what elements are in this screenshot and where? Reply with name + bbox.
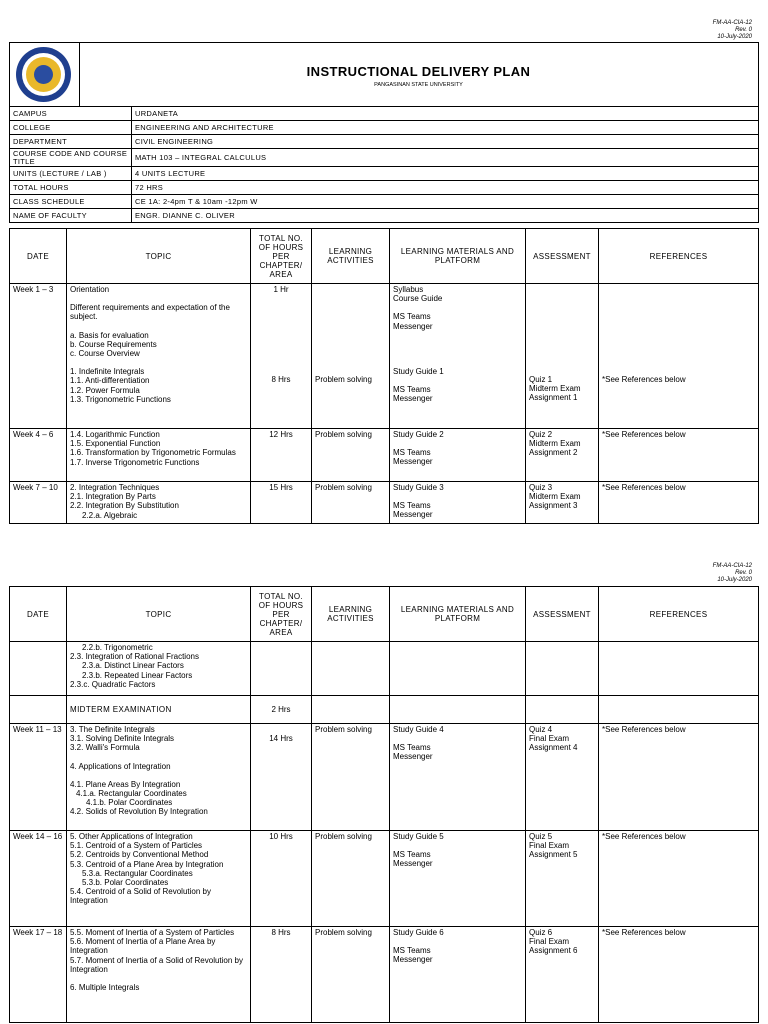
material-line: MS Teams [393,850,431,860]
info-value: ENGR. DIANNE C. OLIVER [132,209,759,223]
activity-cell [312,642,390,696]
date-cell: Week 1 – 3 [10,284,67,429]
material-line: MS Teams [393,501,431,511]
info-row [10,135,759,149]
topic-line: b. Course Requirements [70,339,157,349]
info-row [10,149,759,167]
hours-value: 1 Hr [273,285,289,294]
topic-line: 2.2.a. Algebraic [82,510,138,520]
topic-line: 1.1. Anti-differentiation [70,376,150,386]
material-line: Study Guide 2 [393,430,444,439]
topic-cell [67,284,251,429]
topic-line: 5.5. Moment of Inertia of a System of Particles [70,928,235,937]
references-cell: *See References below [599,482,759,524]
topic-line: 5.3.a. Rectangular Coordinates [82,868,193,878]
info-value: 4 UNITS LECTURE [132,167,759,181]
topic-line: 2.3.b. Repeated Linear Factors [82,670,193,680]
assessment-line: Final Exam [529,734,570,744]
info-row [10,195,759,209]
form-code: FM-AA-CIA-12 [712,20,752,26]
materials-cell [390,284,526,429]
form-revision: Rev. 0 [735,27,752,33]
date-cell: Week 4 – 6 [10,429,67,482]
table-row [10,927,759,1023]
references-cell [599,284,759,429]
materials-cell [390,642,526,696]
material-line: Messenger [393,394,433,404]
plan-table-page1 [9,228,759,524]
assessment-cell [526,927,599,1023]
date-cell [10,642,67,696]
info-label: COURSE CODE AND COURSE TITLE [10,149,132,167]
table-row [10,284,759,429]
assessment-cell [526,696,599,724]
info-row [10,107,759,121]
title-box [9,42,759,107]
form-code: FM-AA-CIA-12 [712,563,752,569]
hours-value: 14 Hrs [269,734,293,743]
topic-line: 2.1. Integration By Parts [70,492,156,502]
assessment-line: Assignment 6 [529,946,578,956]
table-row [10,831,759,927]
topic-line: 5.6. Moment of Inertia of a Plane Area by Integration [70,937,216,956]
topic-line: 3.1. Solving Definite Integrals [70,734,175,744]
column-header: ASSESSMENT [526,229,599,284]
info-label: CLASS SCHEDULE [10,195,132,209]
info-label: NAME OF FACULTY [10,209,132,223]
column-header: ASSESSMENT [526,587,599,642]
info-row [10,181,759,195]
topic-line: 1.6. Transformation by Trigonometric Formulas [70,448,236,458]
hours-cell: 10 Hrs [251,831,312,927]
hours-cell [251,642,312,696]
material-line: Messenger [393,859,433,869]
material-line: MS Teams [393,385,431,395]
topic-line: 1. Indefinite Integrals [70,367,145,377]
assessment-line: Midterm Exam [529,384,581,394]
assessment-line: Assignment 2 [529,448,578,458]
assessment-cell [526,482,599,524]
topic-line: Orientation [70,285,110,294]
info-label: UNITS (LECTURE / LAB ) [10,167,132,181]
topic-cell [67,429,251,482]
table-row [10,642,759,696]
material-line: MS Teams [393,448,431,458]
topic-line: 2.3. Integration of Rational Fractions [70,652,199,662]
topic-line: c. Course Overview [70,349,140,359]
topic-line: Different requirements and expectation of the subject. [70,303,230,322]
material-line: Study Guide 3 [393,483,444,492]
info-row [10,121,759,135]
topic-line: 2. Integration Techniques [70,483,160,492]
references-cell: *See References below [599,429,759,482]
info-label: TOTAL HOURS [10,181,132,195]
date-cell: Week 11 – 13 [10,724,67,831]
activity-cell: Problem solving [312,831,390,927]
info-row [10,167,759,181]
material-line: MS Teams [393,743,431,753]
materials-cell [390,927,526,1023]
hours-cell: 8 Hrs [251,927,312,1023]
course-info-table [9,106,759,223]
document-title: INSTRUCTIONAL DELIVERY PLAN [306,64,531,79]
topic-line: 2.3.a. Distinct Linear Factors [82,661,184,671]
table-row [10,724,759,831]
references-cell: *See References below [599,831,759,927]
material-line: Messenger [393,955,433,965]
column-header: LEARNING MATERIALS AND PLATFORM [390,229,526,284]
references-cell [599,696,759,724]
references-cell: *See References below [599,927,759,1023]
assessment-line: Quiz 5 [529,832,553,841]
topic-cell [67,724,251,831]
topic-line: 4.2. Solids of Revolution By Integration [70,807,208,817]
table-row [10,696,759,724]
topic-line: 4.1. Plane Areas By Integration [70,779,181,789]
date-cell: Week 17 – 18 [10,927,67,1023]
university-seal-icon [16,47,71,102]
assessment-line: Quiz 1 [529,375,553,384]
topic-line: 3. The Definite Integrals [70,725,155,734]
topic-line: 5.7. Moment of Inertia of a Solid of Revolution by Integration [70,955,243,974]
column-header: TOTAL NO. OF HOURS PER CHAPTER/ AREA [251,587,312,642]
assessment-cell [526,284,599,429]
topic-line: a. Basis for evaluation [70,330,149,340]
activity-cell: Problem solving [312,429,390,482]
activity-cell: Problem solving [312,724,390,831]
column-header: TOPIC [67,587,251,642]
info-value: ENGINEERING AND ARCHITECTURE [132,121,759,135]
assessment-cell [526,429,599,482]
assessment-line: Assignment 1 [529,393,578,403]
form-revision: Rev. 0 [735,570,752,576]
column-header: TOTAL NO. OF HOURS PER CHAPTER/ AREA [251,229,312,284]
date-cell [10,696,67,724]
hours-cell [251,724,312,831]
form-reference [713,20,752,41]
info-value: MATH 103 – INTEGRAL CALCULUS [132,149,759,167]
hours-cell: 2 Hrs [251,696,312,724]
column-header: LEARNING ACTIVITIES [312,587,390,642]
table-header-row [10,587,759,642]
assessment-line: Quiz 6 [529,928,553,937]
materials-cell [390,696,526,724]
hours-cell: 15 Hrs [251,482,312,524]
topic-line: 3.2. Walli's Formula [70,743,140,753]
assessment-line: Midterm Exam [529,492,581,502]
assessment-cell [526,642,599,696]
info-value: CIVIL ENGINEERING [132,135,759,149]
activity-cell [312,696,390,724]
assessment-line: Midterm Exam [529,439,581,449]
assessment-line: Quiz 4 [529,725,553,734]
topic-cell [67,482,251,524]
topic-line: 1.5. Exponential Function [70,439,161,449]
topic-line: 5.1. Centroid of a System of Particles [70,841,203,851]
references-cell [599,642,759,696]
topic-line: 1.3. Trigonometric Functions [70,394,171,404]
assessment-line: Final Exam [529,841,570,851]
topic-line: 5.4. Centroid of a Solid of Revolution by Integration [70,887,211,906]
topic-line: 5.3.b. Polar Coordinates [82,878,169,888]
topic-line: 5. Other Applications of Integration [70,832,193,841]
activity-cell: Problem solving [312,482,390,524]
info-label: COLLEGE [10,121,132,135]
topic-cell: MIDTERM EXAMINATION [67,696,251,724]
material-line: MS Teams [393,312,431,322]
info-value: CE 1A: 2-4pm T & 10am -12pm W [132,195,759,209]
material-line: Study Guide 6 [393,928,444,937]
material-line: Messenger [393,752,433,762]
topic-line: 2.2. Integration By Substitution [70,501,179,511]
info-label: CAMPUS [10,107,132,121]
column-header: LEARNING MATERIALS AND PLATFORM [390,587,526,642]
material-line: Messenger [393,321,433,331]
assessment-cell [526,724,599,831]
date-cell: Week 7 – 10 [10,482,67,524]
topic-line: 6. Multiple Integrals [70,983,140,993]
hours-value: 8 Hrs [271,375,291,385]
material-line: MS Teams [393,946,431,956]
topic-line: 5.3. Centroid of a Plane Area by Integration [70,859,224,869]
material-line: Course Guide [393,294,443,304]
materials-cell [390,724,526,831]
topic-cell [67,927,251,1023]
topic-line: 2.3.c. Quadratic Factors [70,679,156,689]
references-cell: *See References below [599,724,759,831]
column-header: REFERENCES [599,587,759,642]
activity-cell: Problem solving [312,927,390,1023]
material-line: Messenger [393,457,433,467]
materials-cell [390,429,526,482]
table-row [10,482,759,524]
topic-cell [67,642,251,696]
material-line: Study Guide 5 [393,832,444,841]
topic-line: 4. Applications of Integration [70,761,171,771]
info-label: DEPARTMENT [10,135,132,149]
material-line: Study Guide 1 [393,366,444,376]
assessment-line: Assignment 4 [529,743,578,753]
topic-cell [67,831,251,927]
hours-cell: 12 Hrs [251,429,312,482]
assessment-line: Assignment 5 [529,850,578,860]
plan-table-page2 [9,586,759,1023]
topic-line: 5.2. Centroids by Conventional Method [70,850,209,860]
assessment-line: Quiz 2 [529,430,553,439]
info-value: URDANETA [132,107,759,121]
table-row [10,429,759,482]
info-row [10,209,759,223]
form-date: 10-July-2020 [717,34,752,40]
references-value: *See References below [602,375,686,384]
university-name: PANGASINAN STATE UNIVERSITY [374,82,463,88]
materials-cell [390,831,526,927]
topic-line: 1.4. Logarithmic Function [70,430,160,439]
assessment-line: Final Exam [529,937,570,947]
materials-cell [390,482,526,524]
activity-cell [312,284,390,429]
topic-line: 1.7. Inverse Trigonometric Functions [70,457,200,467]
material-line: Study Guide 4 [393,725,444,734]
assessment-line: Assignment 3 [529,501,578,511]
date-cell: Week 14 – 16 [10,831,67,927]
topic-line: 4.1.a. Rectangular Coordinates [76,789,187,799]
column-header: LEARNING ACTIVITIES [312,229,390,284]
form-date: 10-July-2020 [717,577,752,583]
hours-cell [251,284,312,429]
material-line: Messenger [393,510,433,520]
logo-cell [10,43,80,106]
column-header: REFERENCES [599,229,759,284]
assessment-cell [526,831,599,927]
topic-line: 1.2. Power Formula [70,385,140,395]
form-reference [713,563,752,584]
column-header: DATE [10,229,67,284]
topic-line: 2.2.b. Trigonometric [82,643,153,652]
column-header: TOPIC [67,229,251,284]
column-header: DATE [10,587,67,642]
info-value: 72 HRS [132,181,759,195]
table-header-row [10,229,759,284]
material-line: Syllabus [393,285,424,294]
assessment-line: Quiz 3 [529,483,553,492]
topic-line: 4.1.b. Polar Coordinates [86,798,173,808]
activity-value: Problem solving [315,375,372,384]
